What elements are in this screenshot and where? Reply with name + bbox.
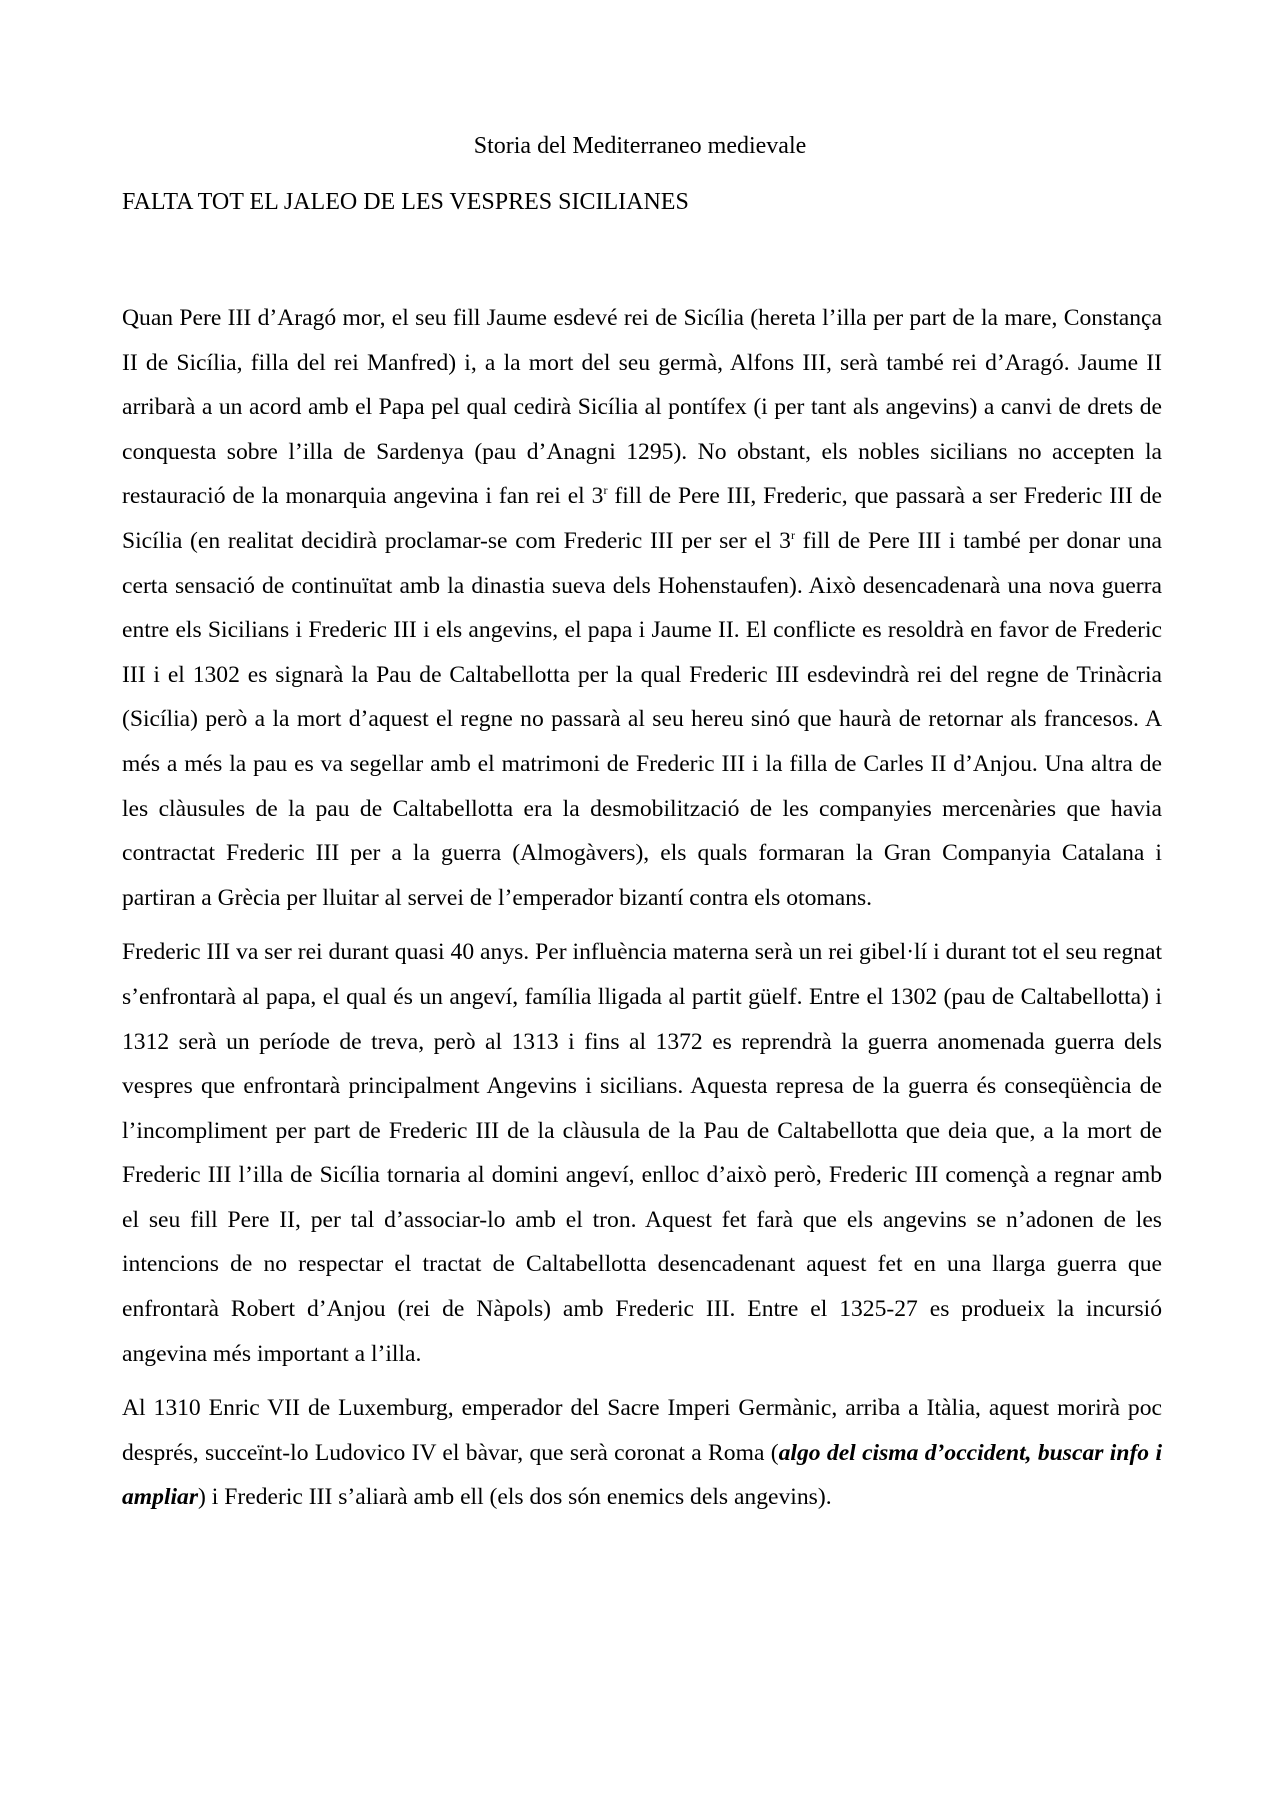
paragraph-3-text-b: ) i Frederic III s’aliarà amb ell (els dos són enemics dels angevins).: [198, 1484, 832, 1511]
paragraph-1-text-c: fill de Pere III i també per donar una certa sensació de continuïtat amb la dinastia sueva dels Hohenstaufen). Això desencadenarà una nova guerra entre els Sicilians i Frederic III i els angevins, el papa i Jaume II. El conflicte es resoldrà en favor de Frederic III i el 1302 es signarà la Pau de Caltabellotta per la qual Frederic III esdevindrà rei del regne de Trinàcria (Sicília) però a la mort d’aquest el regne no passarà al seu hereu sinó que haurà de retornar als francesos. A més a més la pau es va segellar amb el matrimoni de Frederic III i la filla de Carles II d’Anjou. Una altra de les clàusules de la pau de Caltabellotta era la desmobilització de les companyies mercenàries que havia contractat Frederic III per a la guerra (Almogàvers), els quals formaran la Gran Companyia Catalana i partiran a Grècia per lluitar al servei de l’emperador bizantí contra els otomans.: [122, 527, 1162, 911]
document-title: Storia del Mediterraneo medievale: [473, 133, 807, 159]
paragraph-1-text-b: fill de Pere III, Frederic, que passarà a ser Frederic III de Sicília (en realitat decidirà proclamar-se com Frederic III per ser el 3: [122, 483, 1162, 554]
document-subtitle: FALTA TOT EL JALEO DE LES VESPRES SICILIANES: [122, 189, 689, 215]
ordinal-superscript: r: [790, 528, 795, 543]
paragraph-1-text-a: Quan Pere III d’Aragó mor, el seu fill Jaume esdevé rei de Sicília (hereta l’illa per part de la mare, Constança II de Sicília, filla del rei Manfred) i, a la mort del seu germà, Alfons III, serà també rei d’Aragó. Jaume II arribarà a un acord amb el Papa pel qual cedirà Sicília al pontífex (i per tant als angevins) a canvi de drets de conquesta sobre l’illa de Sardenya (pau d’Anagni 1295). No obstant, els nobles sicilians no accepten la restauració de la monarquia angevina i fan rei el 3: [122, 305, 1162, 510]
paragraph-2: Frederic III va ser rei durant quasi 40 anys. Per influència materna serà un rei gibel·lí i durant tot el seu regnat s’enfrontarà al papa, el qual és un angeví, família lligada al partit güelf. Entre el 1302 (pau de Caltabellotta) i 1312 serà un període de treva, però al 1313 i fins al 1372 es reprendrà la guerra anomenada guerra dels vespres que enfrontarà principalment Angevins i sicilians. Aquesta represa de la guerra és conseqüència de l’incompliment per part de Frederic III de la clàusula de la Pau de Caltabellotta que deia que, a la mort de Frederic III l’illa de Sicília tornaria al domini angeví, enlloc d’això però, Frederic III començà a regnar amb el seu fill Pere II, per tal d’associar-lo amb el tron. Aquest fet farà que els angevins se n’adonen de les intencions de no respectar el tractat de Caltabellotta desencadenant aquest fet en una llarga guerra que enfrontarà Robert d’Anjou (rei de Nàpols) amb Frederic III. Entre el 1325-27 es produeix la incursió angevina més important a l’illa.: [122, 939, 1162, 1367]
paragraph-3-emphasis-note: algo del cisma d’occident, buscar info i ampliar: [122, 1439, 1162, 1511]
paragraph-3-text-a: Al 1310 Enric VII de Luxemburg, emperador del Sacre Imperi Germànic, arriba a Itàlia, aquest morirà poc després, succeïnt-lo Ludovico IV el bàvar, que serà coronat a Roma (: [122, 1395, 1162, 1466]
paragraph-1: [122, 296, 1162, 920]
paragraph-3: [122, 1386, 1162, 1520]
ordinal-superscript: r: [603, 483, 608, 498]
document-body: [122, 296, 1162, 1530]
